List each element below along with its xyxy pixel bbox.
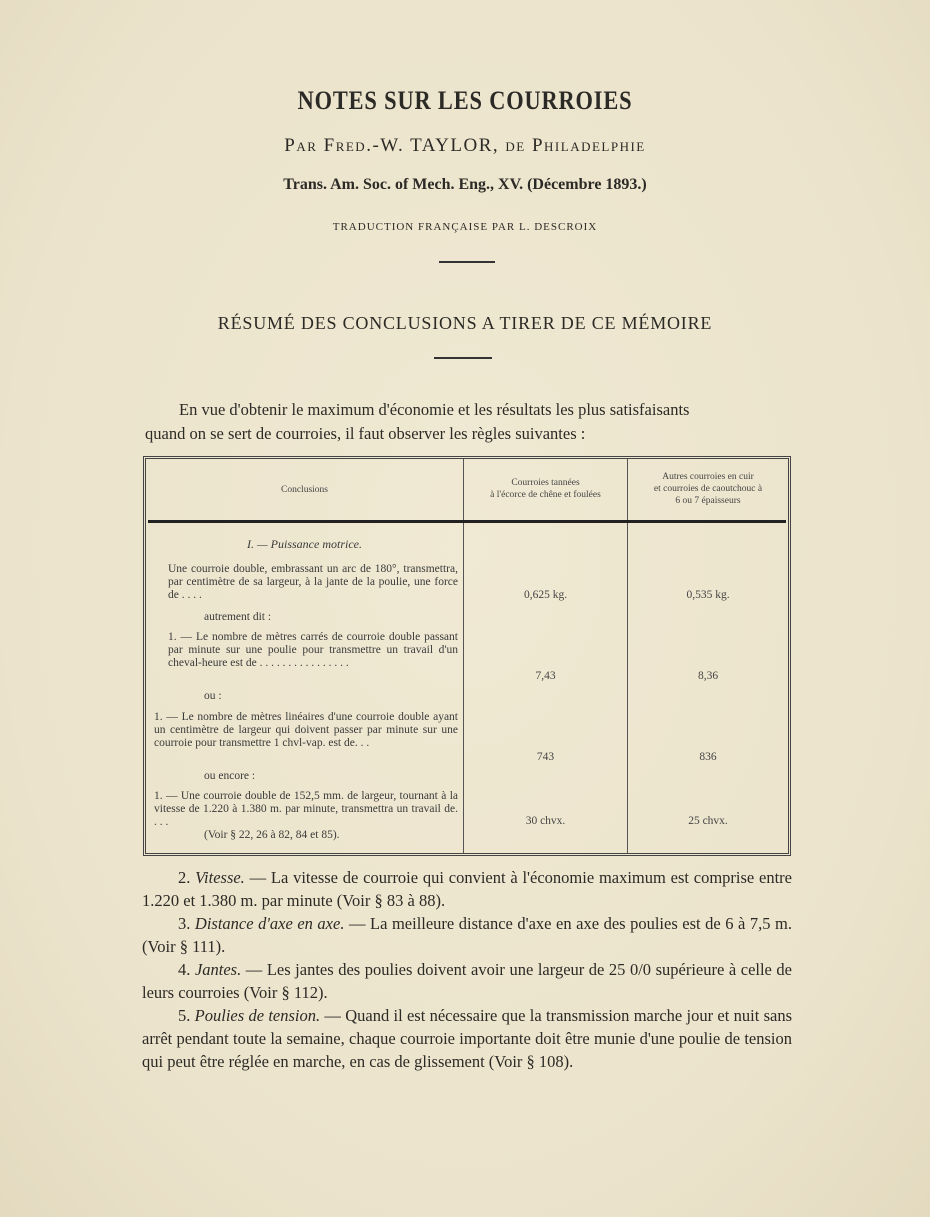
tanned-value: 7,43 <box>535 670 556 682</box>
conclusion-row-text: Une courroie double, embrassant un arc de 180°, transmettra, par centimètre de sa largeur, à la jante de la poulie, une force de . . . . <box>168 563 458 601</box>
other-value: 8,36 <box>697 670 719 682</box>
column-header-tanned: Courroies tannées à l'écorce de chêne et foulées <box>490 478 601 500</box>
conclusion-row-text: 1. — Une courroie double de 152,5 mm. de largeur, tournant à la vitesse de 1.220 à 1.380 m. par minute, transmettra un travail de. . . . <box>154 790 458 828</box>
rule-paragraph: 2. Vitesse. — La vitesse de courroie qui convient à l'économie maximum est comprise entre 1.220 et 1.380 m. par minute (Voir § 83 à 88). <box>142 868 792 910</box>
intro-line: quand on se sert de courroies, il faut observer les règles suivantes : <box>145 424 586 443</box>
intro-line: En vue d'obtenir le maximum d'économie et les résultats les plus satisfaisants <box>179 400 690 419</box>
section-heading: I. — Puissance motrice. <box>247 537 362 551</box>
other-value: 25 chvx. <box>688 815 728 827</box>
translator-line: TRADUCTION FRANÇAISE PAR L. DESCROIX <box>332 221 598 233</box>
divider-rule <box>434 357 492 359</box>
column-header-other: Autres courroies en cuir et courroies de caoutchouc à 6 ou 7 épaisseurs <box>653 472 763 506</box>
column-divider <box>627 459 628 853</box>
rule-paragraph: 5. Poulies de tension. — Quand il est nécessaire que la transmission marche jour et nuit sans arrêt pendant toute la semaine, chaque courroie importante doit être munie d'une poulie de tension qui peut être réglée en marche, en cas de glissement (Voir § 108). <box>142 1006 793 1071</box>
header-rule <box>148 520 786 523</box>
connector-text: ou : <box>204 690 222 702</box>
intro-paragraph <box>145 398 795 446</box>
connector-text: ou encore : <box>204 770 256 782</box>
other-value: 836 <box>699 751 717 763</box>
reference-text: (Voir § 22, 26 à 82, 84 et 85). <box>204 829 340 841</box>
rule-paragraph: 3. Distance d'axe en axe. — La meilleure distance d'axe en axe des poulies est de 6 à 7,5 m. (Voir § 111). <box>142 914 793 956</box>
conclusions-table <box>143 456 791 856</box>
conclusion-row-text: 1. — Le nombre de mètres linéaires d'une courroie double ayant un centimètre de largeur qui doivent passer par minute sur une courroie pour transmettre 1 chvl-vap. est de. . . <box>154 711 458 749</box>
conclusion-row-text: 1. — Le nombre de mètres carrés de courroie double passant par minute sur une poulie pour transmettre un travail d'un cheval-heure est de . . . . . . . . . . . . . . . . <box>168 631 458 669</box>
rules-list <box>142 866 792 1073</box>
column-header-conclusions: Conclusions <box>281 485 328 495</box>
document-title: NOTES SUR LES COURROIES <box>297 86 633 115</box>
author-line: Par Fred.-W. TAYLOR, de Philadelphie <box>284 135 646 156</box>
summary-heading: RÉSUMÉ DES CONCLUSIONS A TIRER DE CE MÉMOIRE <box>217 313 713 333</box>
other-value: 0,535 kg. <box>686 589 730 601</box>
rule-paragraph: 4. Jantes. — Les jantes des poulies doivent avoir une largeur de 25 0/0 supérieure à celle de leurs courroies (Voir § 112). <box>142 960 793 1002</box>
tanned-value: 0,625 kg. <box>523 589 568 601</box>
tanned-value: 30 chvx. <box>525 815 566 827</box>
column-divider <box>463 459 464 853</box>
tanned-value: 743 <box>536 751 555 763</box>
divider-rule <box>439 261 495 263</box>
connector-text: autrement dit : <box>204 611 272 623</box>
source-citation: Trans. Am. Soc. of Mech. Eng., XV. (Décembre 1893.) <box>283 176 647 193</box>
